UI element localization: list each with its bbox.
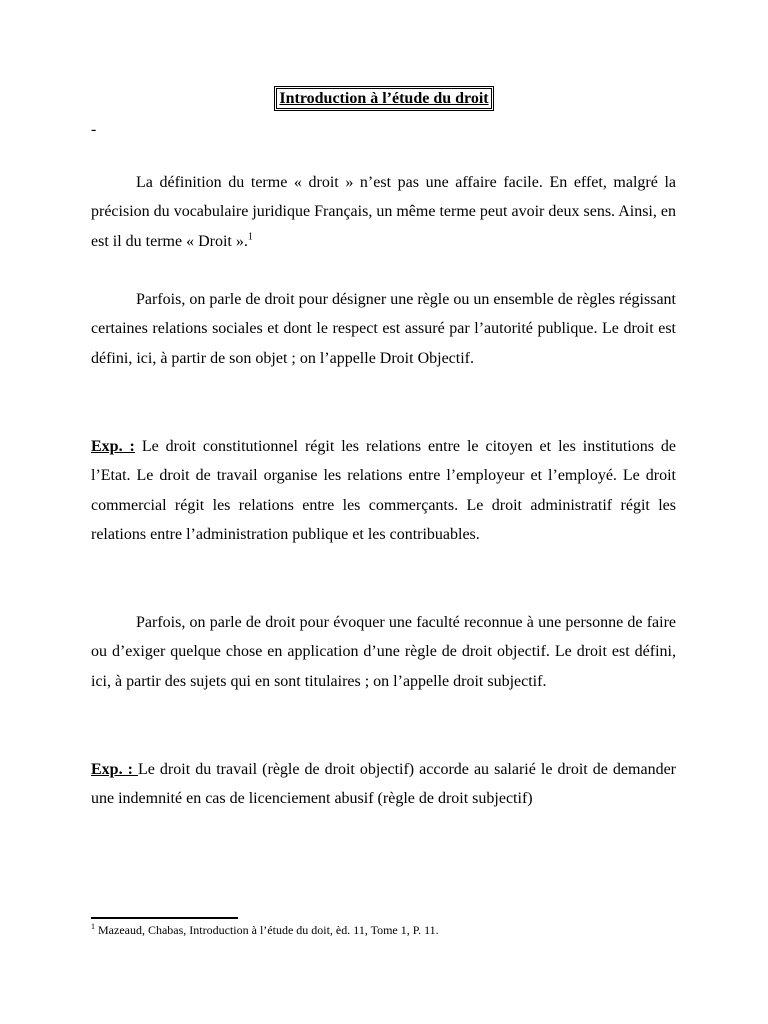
example-objective-text: Le droit constitutionnel régit les relations entre le citoyen et les institutions de l’Etat. Le droit de travail organise les relations entre l’employeur et l’employé. Le droit commercial régit les relations entre les commerçants. Le droit administratif régit les relations entre l’administration publique et les contribuables. xyxy=(91,438,677,543)
paragraph-objective-law-text: Parfois, on parle de droit pour désigner une règle ou un ensemble de règles régissant certaines relations sociales et dont le respect est assuré par l’autorité publique. Le droit est défini, ici, à partir de son objet ; on l’appelle Droit Objectif. xyxy=(91,291,676,367)
example-label: Exp. : xyxy=(91,438,135,455)
footnote-reference: 1 xyxy=(247,231,253,243)
document-title: Introduction à l’étude du droit xyxy=(274,86,493,111)
title-container xyxy=(0,86,768,111)
paragraph-example-objective xyxy=(91,432,676,549)
footnote-text: Mazeaud, Chabas, Introduction à l’étude du doit, èd. 11, Tome 1, P. 11. xyxy=(95,923,439,937)
paragraph-definition xyxy=(91,168,676,256)
paragraph-example-subjective xyxy=(91,755,676,814)
footnote xyxy=(91,922,691,938)
paragraph-subjective-law xyxy=(91,608,676,696)
paragraph-objective-law xyxy=(91,285,676,373)
example-label: Exp. : xyxy=(91,761,138,778)
footnote-separator xyxy=(91,917,238,919)
dash-marker: - xyxy=(91,121,97,138)
example-subjective-text: Le droit du travail (règle de droit objectif) accorde au salarié le droit de demander une indemnité en cas de licenciement abusif (règle de droit subjectif) xyxy=(91,761,676,808)
paragraph-subjective-law-text: Parfois, on parle de droit pour évoquer une faculté reconnue à une personne de faire ou d’exiger quelque chose en application d’une règle de droit objectif. Le droit est défini, ici, à partir des sujets qui en sont titulaires ; on l’appelle droit subjectif. xyxy=(91,614,676,690)
paragraph-definition-text: La définition du terme « droit » n’est pas une affaire facile. En effet, malgré la précision du vocabulaire juridique Français, un même terme peut avoir deux sens. Ainsi, en est il du terme « Droit ». xyxy=(91,174,676,250)
footnote-marker: 1 xyxy=(91,922,95,931)
